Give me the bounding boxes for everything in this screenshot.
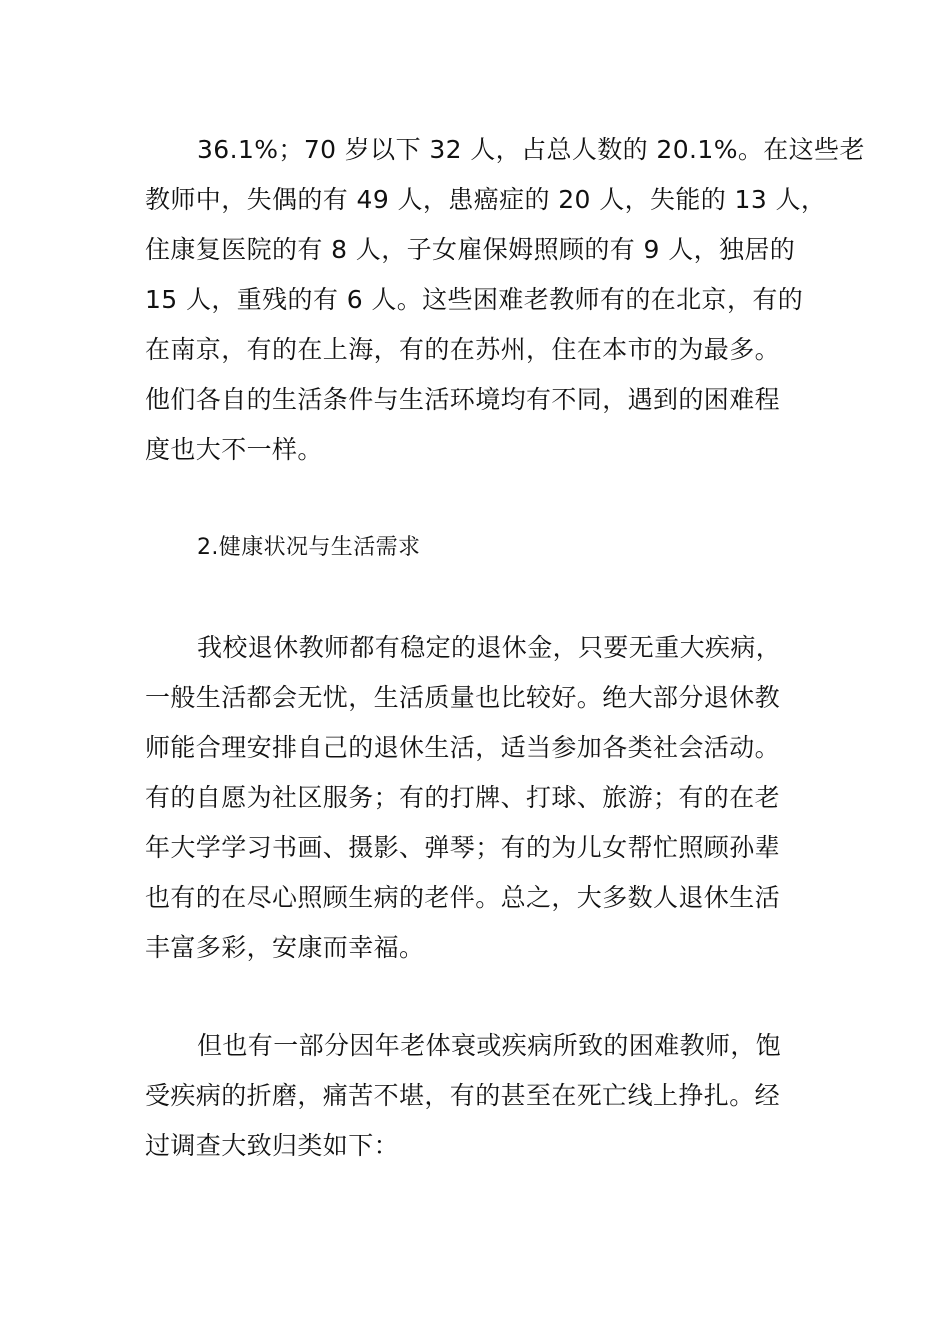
- text-line: 教师中，失偶的有 49 人，患癌症的 20 人，失能的 13 人，: [145, 185, 827, 214]
- section-heading-text: 2.健康状况与生活需求: [197, 535, 421, 560]
- text-line: 丰富多彩，安康而幸福。: [145, 933, 425, 962]
- text-line: 师能合理安排自己的退休生活，适当参加各类社会活动。: [145, 733, 781, 762]
- text-line: 度也大不一样。: [145, 435, 323, 464]
- text-line: 我校退休教师都有稳定的退休金，只要无重大疾病，: [197, 633, 782, 662]
- text-line: 也有的在尽心照顾生病的老伴。总之，大多数人退休生活: [145, 883, 781, 912]
- text-line: 他们各自的生活条件与生活环境均有不同，遇到的困难程: [145, 385, 781, 414]
- text-line: 有的自愿为社区服务；有的打牌、打球、旅游；有的在老: [145, 783, 781, 812]
- text-line: 在南京，有的在上海，有的在苏州，住在本市的为最多。: [145, 335, 781, 364]
- paragraph-difficulties: [145, 1021, 810, 1171]
- text-line: 一般生活都会无忧，生活质量也比较好。绝大部分退休教: [145, 683, 781, 712]
- paragraph-statistics: [145, 125, 865, 475]
- paragraph-health-status: [145, 623, 810, 973]
- text-line: 15 人，重残的有 6 人。这些困难老教师有的在北京，有的: [145, 285, 804, 314]
- text-line: 受疾病的折磨，痛苦不堪，有的甚至在死亡线上挣扎。经: [145, 1081, 781, 1110]
- section-heading: [145, 523, 810, 573]
- text-line: 36.1%；70 岁以下 32 人，占总人数的 20.1%。在这些老: [197, 135, 865, 164]
- text-line: 过调查大致归类如下：: [145, 1131, 400, 1160]
- text-line: 住康复医院的有 8 人，子女雇保姆照顾的有 9 人，独居的: [145, 235, 796, 264]
- text-line: 但也有一部分因年老体衰或疾病所致的困难教师，饱: [197, 1031, 782, 1060]
- text-line: 年大学学习书画、摄影、弹琴；有的为儿女帮忙照顾孙辈: [145, 833, 781, 862]
